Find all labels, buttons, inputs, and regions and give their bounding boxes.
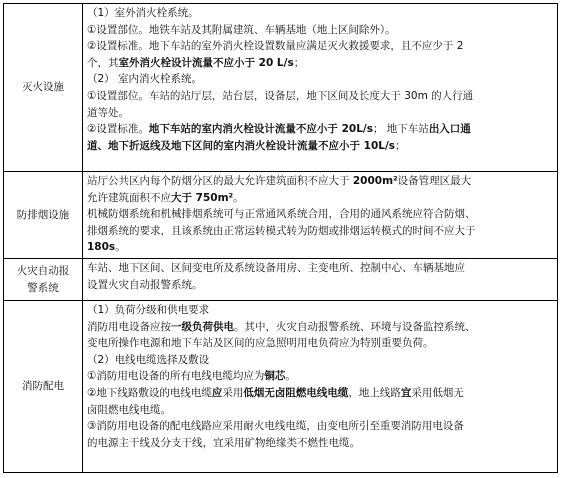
text: 。: [115, 241, 126, 254]
row-content: [83, 301, 558, 473]
text: 个，其: [87, 56, 119, 69]
text: ②设置标准。: [87, 123, 149, 136]
row-label: [4, 4, 83, 172]
text: 车站、地下区间、区间变电所及系统设备用房、主变电所、控制中心、车辆基地应: [87, 262, 465, 274]
text: ②设置标准。地下车站的室外消火栓设置数量应满足灭火救援要求，且不应少于 2: [87, 40, 464, 53]
content-line: [87, 22, 554, 39]
bold-text: 2000m²: [352, 175, 398, 187]
text: 卤阻燃电线电缆。: [87, 403, 171, 416]
table-row: [4, 259, 558, 301]
bold-text: 铜芯: [264, 370, 286, 383]
content-line: [87, 435, 554, 452]
text: （1）室外消火栓系统。: [87, 7, 199, 19]
text: ②地下线路敷设的电线电缆: [87, 386, 212, 399]
text: 设备管理区最大: [397, 175, 472, 187]
content-line: [87, 352, 554, 369]
content-line: [87, 260, 554, 277]
content-line: [87, 319, 554, 336]
content-line: [87, 302, 554, 319]
content-line: [87, 190, 554, 207]
content-table: [3, 3, 558, 473]
content-line: [87, 223, 554, 240]
content-line: [87, 402, 554, 419]
content-line: [87, 173, 554, 190]
text: ；: [395, 139, 406, 152]
table-row: [4, 301, 558, 473]
text: 机械防烟系统和机械排烟系统可与正常通风系统合用，合用的通风系统应符合防烟、: [87, 208, 476, 221]
bold-text: 宜: [400, 386, 412, 399]
text: 道等处。: [87, 106, 129, 119]
text: 设置火灾自动报警系统。: [87, 278, 203, 291]
text: ； 地下车站: [372, 123, 429, 136]
text: 采用: [222, 386, 244, 399]
text: ，地上线路: [348, 386, 401, 399]
text: 的电源主干线及分支干线，宜采用矿物绝缘类不燃性电缆。: [87, 436, 360, 449]
bold-text: 出入口通: [428, 123, 471, 136]
row-content: [83, 259, 558, 301]
text: （1）负荷分级和供电要求: [87, 304, 210, 316]
content-line: [87, 239, 554, 256]
content-line: [87, 71, 554, 88]
text: ①消防用电设备的所有电线电缆均应为: [87, 370, 265, 383]
row-label-text: 灭火设施: [22, 81, 64, 94]
table-row: [4, 172, 558, 259]
text: ①设置部位。车站的站厅层，站台层，设备层，地下区间及长度大于 30m 的人行通: [87, 89, 474, 102]
text: 。: [233, 191, 244, 204]
bold-text: 一级负荷供电: [171, 320, 234, 333]
bold-text: 低烟无卤阻燃电线电缆: [243, 386, 349, 399]
content-line: [87, 385, 554, 402]
text: 站厅公共区内每个防烟分区的最大允许建筑面积不应大于: [87, 175, 353, 187]
content-line: [87, 105, 554, 122]
bold-text: 地下车站的室内消火栓设计流量不应小于 20L/s: [148, 123, 373, 136]
text: 排烟系统的要求，且该系统由正常运转模式转为防烟或排烟运转模式的时间不应大于: [87, 224, 476, 237]
row-label: [4, 172, 83, 259]
table-body: [4, 4, 558, 473]
table-row: [4, 4, 558, 172]
content-line: [87, 5, 554, 22]
content-line: [87, 206, 554, 223]
text: ③消防用电设备的配电线路应采用耐火电线电缆，由变电所引至重要消防用电设备: [87, 420, 464, 433]
content-line: [87, 277, 554, 294]
bold-text: 道、地下折返线及地下区间的室内消火栓设计流量不应小于 10L/s: [87, 139, 396, 152]
bold-text: 应: [211, 386, 223, 399]
row-label: [4, 259, 83, 301]
text: 变电所操作电源和地下车站及区间的应急照明用电负荷应为特别重要负荷。: [87, 337, 434, 350]
text: 。: [285, 370, 296, 383]
row-label-text: 消防配电: [22, 380, 64, 393]
content-line: [87, 121, 554, 138]
content-line: [87, 88, 554, 105]
row-label-text: 防排烟设施: [16, 208, 70, 221]
content-line: [87, 55, 554, 72]
text: 采用低烟无: [411, 386, 464, 399]
row-label-text: 火灾自动报警系统: [16, 264, 70, 294]
content-line: [87, 418, 554, 435]
text: 允许建筑面积不应: [87, 191, 171, 204]
text: （2）电线电缆选择及敷设: [87, 353, 210, 366]
row-content: [83, 172, 558, 259]
text: ；: [293, 56, 305, 69]
text: 。其中，火灾自动报警系统、环境与设备监控系统、: [234, 320, 476, 333]
content-line: [87, 38, 554, 55]
text: ①设置部位。地铁车站及其附属建筑、车辆基地（地上区间除外）。: [87, 23, 396, 36]
row-label: [4, 301, 83, 473]
row-content: [83, 4, 558, 172]
content-line: [87, 368, 554, 385]
bold-text: 180s: [87, 241, 116, 254]
text: （2） 室内消火栓系统。: [87, 73, 203, 86]
text: 消防用电设备应按: [87, 320, 171, 333]
bold-text: 室外消火栓设计流量不应小于 20 L/s: [118, 56, 294, 69]
content-line: [87, 335, 554, 352]
content-line: [87, 138, 554, 155]
bold-text: 大于 750m²: [171, 191, 234, 204]
